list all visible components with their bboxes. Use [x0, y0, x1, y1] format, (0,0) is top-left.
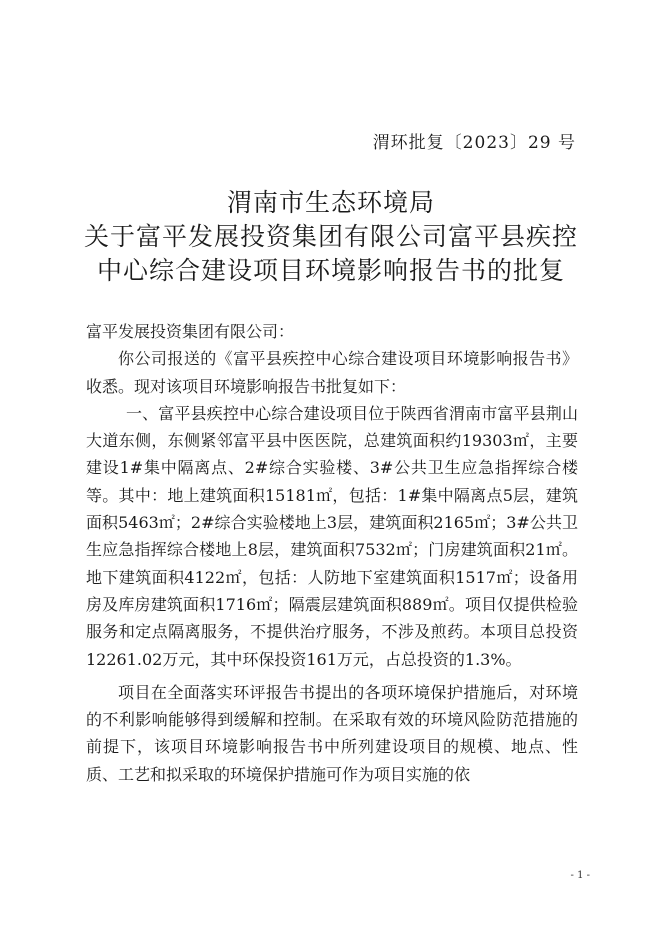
page-number: - 1 -	[570, 870, 590, 881]
document-number: 渭环批复〔2023〕29 号	[372, 133, 576, 153]
paragraph-assessment: 项目在全面落实环评报告书提出的各项环境保护措施后，对环境的不利影响能够得到缓解和控制。在采取有效的环境风险防范措施的前提下，该项目环境影响报告书中所列建设项目的规模、地点、性质、工艺和拟采取的环境保护措施可作为项目实施的依	[86, 682, 578, 784]
paragraph-intro: 你公司报送的《富平县疾控中心综合建设项目环境影响报告书》收悉。现对该项目环境影响报告书批复如下：	[86, 349, 578, 396]
document-title	[60, 186, 602, 288]
title-line-subject-2: 中心综合建设项目环境影响报告书的批复	[96, 256, 565, 285]
paragraph-project-description: 一、富平县疾控中心综合建设项目位于陕西省渭南市富平县荆山大道东侧，东侧紧邻富平县中医医院，总建筑面积约19303㎡，主要建设1#集中隔离点、2#综合实验楼、3#公共卫生应急指挥综合楼等。其中：地上建筑面积15181㎡，包括：1#集中隔离点5层，建筑面积5463㎡；2#综合实验楼地上3层，建筑面积2165㎡；3#公共卫生应急指挥综合楼地上8层，建筑面积7532㎡；门房建筑面积21㎡。地下建筑面积4122㎡，包括：人防地下室建筑面积1517㎡；设备用房及库房建筑面积1716㎡；隔震层建筑面积889㎡。项目仅提供检验服务和定点隔离服务，不提供治疗服务，不涉及煎药。本项目总投资12261.02万元，其中环保投资161万元，占总投资的1.3%。	[86, 403, 578, 669]
title-line-subject-1: 关于富平发展投资集团有限公司富平县疾控	[83, 222, 578, 251]
title-line-issuer: 渭南市生态环境局	[226, 188, 435, 217]
salutation: 富平发展投资集团有限公司：	[86, 322, 295, 341]
document-body	[86, 318, 578, 788]
